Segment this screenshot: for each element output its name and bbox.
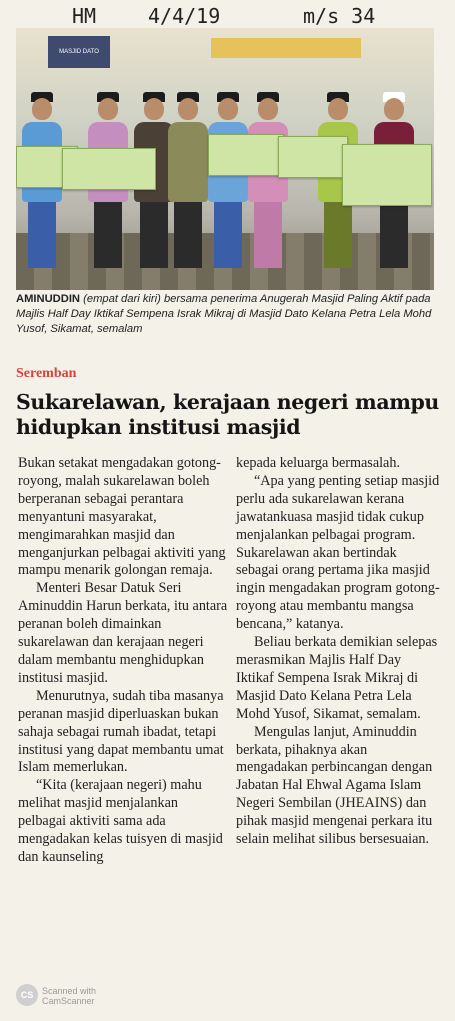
camscanner-watermark — [16, 982, 176, 1012]
paragraph: kepada keluarga bermasalah. — [236, 455, 400, 471]
photo-person — [246, 98, 290, 268]
paragraph: “Kita (kerajaan negeri) mahu melihat masjid menjalankan pelbagai aktiviti sama ada mengadakan kelas tuisyen di masjid dan kaunseling — [18, 777, 223, 865]
handwritten-date: 4/4/19 — [148, 4, 221, 28]
photo-banner — [211, 38, 361, 58]
paragraph: Bukan setakat mengadakan gotong-royong, malah sukarelawan boleh berperanan sebagai perantara menyantuni masyarakat, mengimarahkan masjid dan menganjurkan pelbagai aktiviti yang mampu menarik golongan remaja. — [18, 455, 226, 579]
handwritten-paper: HM — [72, 4, 97, 28]
article-column-1 — [18, 455, 228, 867]
paragraph: Menteri Besar Datuk Seri Aminuddin Harun berkata, itu antara peranan boleh dimainkan sukarelawan dan kerajaan negeri dalam membantu menghidupkan institusi masjid. — [18, 580, 228, 686]
photo-cheque — [62, 148, 156, 190]
caption-text: (empat dari kiri) bersama penerima Anugerah Masjid Paling Aktif pada Majlis Half Day Iktikaf Sempena Israk Mikraj di Masjid Dato Kelana Petra Lela Mohd Yusof, Sikamat, semalam — [16, 293, 432, 335]
photo-cheque — [208, 134, 284, 176]
handwritten-page: m/s 34 — [303, 4, 376, 28]
paragraph: Mengulas lanjut, Aminuddin berkata, pihaknya akan mengadakan perbincangan dengan Jabatan Hal Ehwal Agama Islam Negeri Sembilan (JHEAINS) dan pihak masjid mengenai perkara itu selain melihat silibus bersesuaian. — [236, 723, 433, 848]
caption-lead: AMINUDDIN — [16, 293, 81, 305]
news-photo — [16, 28, 434, 290]
paragraph: Beliau berkata demikian selepas merasmikan Majlis Half Day Iktikaf Sempena Israk Mikraj di Masjid Dato Kelana Petra Lela Mohd Yusof, Sikamat, semalam. — [236, 634, 438, 722]
section-kicker: Seremban — [16, 366, 77, 381]
handwritten-annotation — [0, 2, 455, 30]
photo-cheque — [278, 136, 348, 178]
camscanner-logo-icon: CS — [16, 984, 38, 1006]
article-column-2 — [236, 455, 441, 849]
photo-caption — [16, 292, 436, 337]
article-headline: Sukarelawan, kerajaan negeri mampu hidupkan institusi masjid — [16, 390, 439, 439]
paragraph: “Apa yang penting setiap masjid perlu ada sukarelawan kerana jawatankuasa masjid tidak cukup menjalankan pelbagai program. Sukarelawan akan bertindak sebagai orang pertama jika masjid ingin mengadakan program gotong-royong atau membantu mangsa bencana,” katanya. — [236, 472, 440, 633]
photo-sign: MASJID DATO — [48, 36, 110, 68]
photo-person — [166, 98, 210, 268]
paragraph: Menurutnya, sudah tiba masanya peranan masjid diperluaskan bukan sahaja sebagai rumah ibadat, tetapi institusi yang dapat membantu umat Islam memerlukan. — [18, 687, 224, 776]
photo-cheque — [342, 144, 432, 206]
watermark-line-1: Scanned with — [42, 986, 97, 996]
watermark-line-2: CamScanner — [42, 996, 95, 1006]
photo-person — [206, 98, 250, 268]
